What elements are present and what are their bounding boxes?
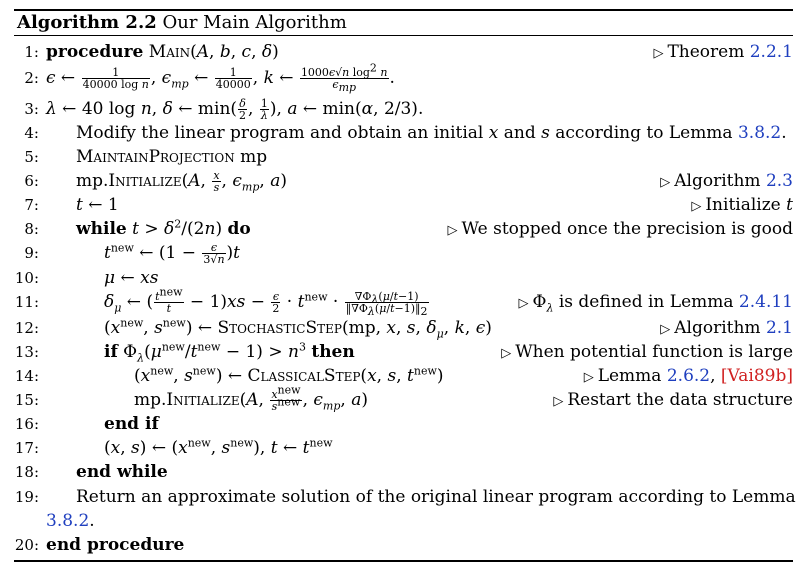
line-code: λ ← 40 log n, δ ← min( $\frac{\delta}{2}$ , $\frac{1}{\lambda}$ ), a ← min(α, 2/3). xyxy=(46,97,424,122)
line-code: (x, s) ← ($x^{new}$, $s^{new}$), t ← $t^{new}$ xyxy=(104,436,333,458)
line-code: MaintainProjection mp xyxy=(76,147,268,167)
comment-triangle-icon: ▷ xyxy=(447,223,458,238)
line-number: 15: xyxy=(14,391,39,409)
line-code: t ← 1 xyxy=(76,195,119,215)
line-number: 17: xyxy=(14,439,39,457)
line-code: if $\Phi_\lambda(\mu^{new}/t^{new} - 1) > n^3$ then xyxy=(104,340,355,365)
line-code: while $t > \delta^2/(2n)$ do xyxy=(76,217,251,239)
comment-triangle-icon: ▷ xyxy=(583,370,594,385)
comment-triangle-icon: ▷ xyxy=(653,46,664,61)
line-code: ($x^{new}$, $s^{new}$) ← ClassicalStep(x, s, $t^{new}$) xyxy=(134,364,444,386)
line-number: 9: xyxy=(24,244,39,262)
line-code: Modify the linear program and obtain an initial x and s according to Lemma 3.8.2. xyxy=(76,123,787,143)
line-code: μ ← xs xyxy=(104,268,159,288)
algorithm-title: Our Main Algorithm xyxy=(162,12,347,33)
line-number: 6: xyxy=(24,172,39,190)
lemma-ref-link[interactable]: 3.8.2 xyxy=(46,511,90,531)
line-number: 4: xyxy=(24,124,39,142)
line-number: 10: xyxy=(14,269,39,287)
line-code: end if xyxy=(104,414,159,434)
line-code: mp.Initialize(A, $\frac{x}{s}$ , $\epsilon_{mp}$, a) xyxy=(76,169,287,194)
algorithm-ref-link[interactable]: 2.1 xyxy=(765,318,793,338)
citation-link[interactable]: [Vai89b] xyxy=(720,366,793,386)
line-number: 16: xyxy=(14,415,39,433)
line-number: 14: xyxy=(14,367,39,385)
line-comment: ▷ $\Phi_\lambda$ is defined in Lemma 2.4.11 xyxy=(518,292,793,315)
comment-triangle-icon: ▷ xyxy=(660,175,671,190)
line-number: 7: xyxy=(24,196,39,214)
algorithm-label: Algorithm 2.2 xyxy=(17,12,157,33)
line-number: 3: xyxy=(24,100,39,118)
line-comment: ▷ Restart the data structure xyxy=(553,390,793,410)
line-comment: ▷ Lemma 2.6.2, [Vai89b] xyxy=(583,366,793,386)
line-comment: ▷ Theorem 2.2.1 xyxy=(653,42,793,62)
line-code: Return an approximate solution of the original linear program according to Lemma xyxy=(76,487,796,507)
line-comment: ▷ When potential function is large xyxy=(501,342,793,362)
line-code: mp.Initialize(A, $\frac{x^{new}}{s^{new}}$ , $\epsilon_{mp}$, a) xyxy=(134,383,368,413)
comment-triangle-icon: ▷ xyxy=(501,346,512,361)
line-number: 1: xyxy=(24,43,39,61)
line-code: procedure Main(A, b, c, δ) xyxy=(46,42,279,62)
line-number: 20: xyxy=(14,536,39,554)
line-number: 19: xyxy=(14,488,39,506)
comment-triangle-icon: ▷ xyxy=(553,394,564,409)
line-comment: ▷ Algorithm 2.1 xyxy=(660,318,793,338)
comment-triangle-icon: ▷ xyxy=(691,199,702,214)
line-code: $\delta_\mu$ ← ( $\frac{t^{new}}{t}$ − 1)xs − $\frac{\epsilon}{2}$ · $t^{new}$ · $\frac{\nabla\Phi_\lambda(\mu/t-1)}{‖\nabla\Phi_\lambda(\mu/t-1)‖_2}$ xyxy=(104,285,428,319)
line-number: 8: xyxy=(24,220,39,238)
comment-triangle-icon: ▷ xyxy=(518,296,529,311)
line-number: 12: xyxy=(14,319,39,337)
line-code-continued: 3.8.2. xyxy=(46,511,95,531)
algorithm-ref-link[interactable]: 2.3 xyxy=(765,171,793,191)
line-code: ϵ ← $\frac{1}{\text{40000 log n}}$ , $\epsilon_{mp}$ ← $\frac{1}{40000}$ , k ← $\frac{1000\epsilon√n \log^2 n}{\epsilon_{mp}}$ . xyxy=(46,61,395,95)
line-comment: ▷ We stopped once the precision is good xyxy=(447,219,793,239)
algorithm-caption xyxy=(17,11,347,34)
line-code: ($x^{new}$, $s^{new}$) ← StochasticStep(mp, x, s, $\delta_\mu$, k, ϵ) xyxy=(104,316,492,341)
caption-rule xyxy=(14,35,793,36)
lemma-ref-link[interactable]: 3.8.2 xyxy=(737,123,782,143)
lemma-ref-link[interactable]: 2.4.11 xyxy=(738,292,793,312)
line-number: 18: xyxy=(14,463,39,481)
line-number: 13: xyxy=(14,343,39,361)
line-number: 2: xyxy=(24,69,39,87)
comment-triangle-icon: ▷ xyxy=(660,322,671,337)
line-comment: ▷ Algorithm 2.3 xyxy=(660,171,793,191)
bottom-rule xyxy=(14,560,793,562)
line-code: end procedure xyxy=(46,535,185,555)
line-number: 11: xyxy=(14,293,39,311)
line-comment: ▷ Initialize t xyxy=(691,195,793,215)
line-number: 5: xyxy=(24,148,39,166)
theorem-ref-link[interactable]: 2.2.1 xyxy=(749,42,793,62)
line-code: $t^{new}$ ← (1 − $\frac{\epsilon}{3√n}$ )t xyxy=(104,241,241,266)
line-code: end while xyxy=(76,462,168,482)
lemma-ref-link[interactable]: 2.6.2 xyxy=(666,366,711,386)
